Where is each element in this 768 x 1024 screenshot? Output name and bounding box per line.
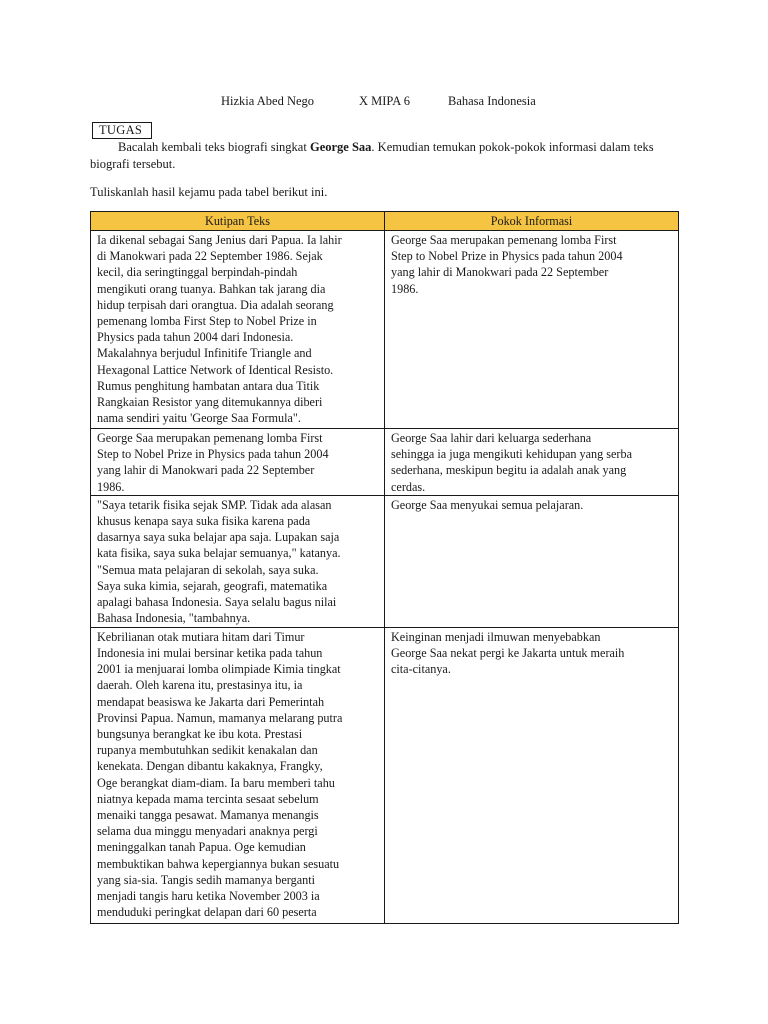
- cell-kutipan-text: Kebrilianan otak mutiara hitam dari Timur Indonesia ini mulai bersinar ketika pada tahun 2001 ia menjuarai lomba olimpiade Kimia tingkat daerah. Oleh karena itu, prestasinya itu, ia mendapat beasiswa ke Jakarta dari Pemerintah Provinsi Papua. Namun, mamanya melarang putra bungsunya berangkat ke ibu kota. Prestasi rupanya membutuhkan sedikit kenakalan dan kenekata. Dengan dibantu kakaknya, Frangky, Oge berangkat diam-diam. Ia baru memberi tahu niatnya kepada mama tercinta sesaat sebelum menaiki tangga pesawat. Mamanya menangis selama dua minggu menyadari anaknya pergi meninggalkan tanah Papua. Oge kemudian membuktikan bahwa kepergiannya bukan sesuatu yang sia-sia. Tangis sedih mamanya berganti menjadi tangis haru ketika November 2003 ia menduduki peringkat delapan dari 60 peserta: [97, 629, 343, 920]
- table-row: [91, 627, 679, 923]
- cell-kutipan: [91, 627, 385, 923]
- information-table: [90, 211, 679, 924]
- cell-pokok: [385, 495, 679, 627]
- table-row: [91, 429, 679, 496]
- instruction-text-part2: . Kemudian temukan pokok-pokok informasi dalam teks biografi tersebut.: [90, 140, 654, 171]
- cell-pokok-text: George Saa menyukai semua pelajaran.: [391, 497, 584, 512]
- cell-pokok-text: Keinginan menjadi ilmuwan menyebabkan George Saa nekat pergi ke Jakarta untuk meraih cita-citanya.: [391, 629, 625, 677]
- cell-pokok-text: George Saa lahir dari keluarga sederhana sehingga ia juga mengikuti kehidupan yang serba sederhana, meskipun begitu ia adalah anak yang cerdas.: [391, 431, 632, 494]
- cell-pokok: [385, 231, 679, 429]
- tugas-label: TUGAS: [92, 122, 152, 139]
- subject-name: Bahasa Indonesia: [448, 94, 536, 108]
- cell-pokok-text: George Saa merupakan pemenang lomba First Step to Nobel Prize in Physics pada tahun 2004 yang lahir di Manokwari pada 22 September 1986.: [391, 233, 623, 296]
- cell-pokok: [385, 429, 679, 496]
- cell-kutipan: [91, 495, 385, 627]
- cell-pokok: [385, 627, 679, 923]
- cell-kutipan-text: Ia dikenal sebagai Sang Jenius dari Papua. Ia lahir di Manokwari pada 22 September 1986. Sejak kecil, dia seringtinggal berpindah-pindah mengikuti orang tuanya. Bahkan tak jarang dia hidup terpisah dari orangtua. Dia adalah seorang pemenang lomba First Step to Nobel Prize in Physics pada tahun 2004 dari Indonesia. Makalahnya berjudul Infinitife Triangle and Hexagonal Lattice Network of Identical Resisto. Rumus penghitung hambatan antara dua Titik Rangkaian Resistor yang ditemukannya diberi nama sendiri yaitu 'George Saa Formula".: [97, 233, 342, 426]
- cell-kutipan: [91, 429, 385, 496]
- cell-kutipan-text: George Saa merupakan pemenang lomba First Step to Nobel Prize in Physics pada tahun 2004 yang lahir di Manokwari pada 22 September 1986.: [97, 431, 329, 494]
- instruction-paragraph: [90, 139, 680, 173]
- document-header: [0, 94, 768, 110]
- student-name: Hizkia Abed Nego: [221, 94, 315, 108]
- cell-kutipan: [91, 231, 385, 429]
- student-class: X MIPA 6: [359, 94, 410, 108]
- instruction-text-part1: Bacalah kembali teks biografi singkat: [118, 140, 310, 154]
- instruction-bold-name: George Saa: [309, 140, 372, 154]
- table-header-row: [91, 212, 679, 231]
- column-header-kutipan: Kutipan Teks: [91, 212, 385, 231]
- cell-kutipan-text: "Saya tetarik fisika sejak SMP. Tidak ada alasan khusus kenapa saya suka fisika karena pada dasarnya saya suka belajar apa saja. Lupakan saja kata fisika, saya suka belajar semuanya," katanya. "Semua mata pelajaran di sekolah, saya suka. Saya suka kimia, sejarah, geografi, matematika apalagi bahasa Indonesia. Saya selalu bagus nilai Bahasa Indonesia, "tambahnya.: [97, 497, 341, 626]
- table-row: [91, 495, 679, 627]
- column-header-pokok: Pokok Informasi: [385, 212, 679, 231]
- table-row: [91, 231, 679, 429]
- instruction-table-note: Tuliskanlah hasil kejamu pada tabel berikut ini.: [90, 185, 328, 199]
